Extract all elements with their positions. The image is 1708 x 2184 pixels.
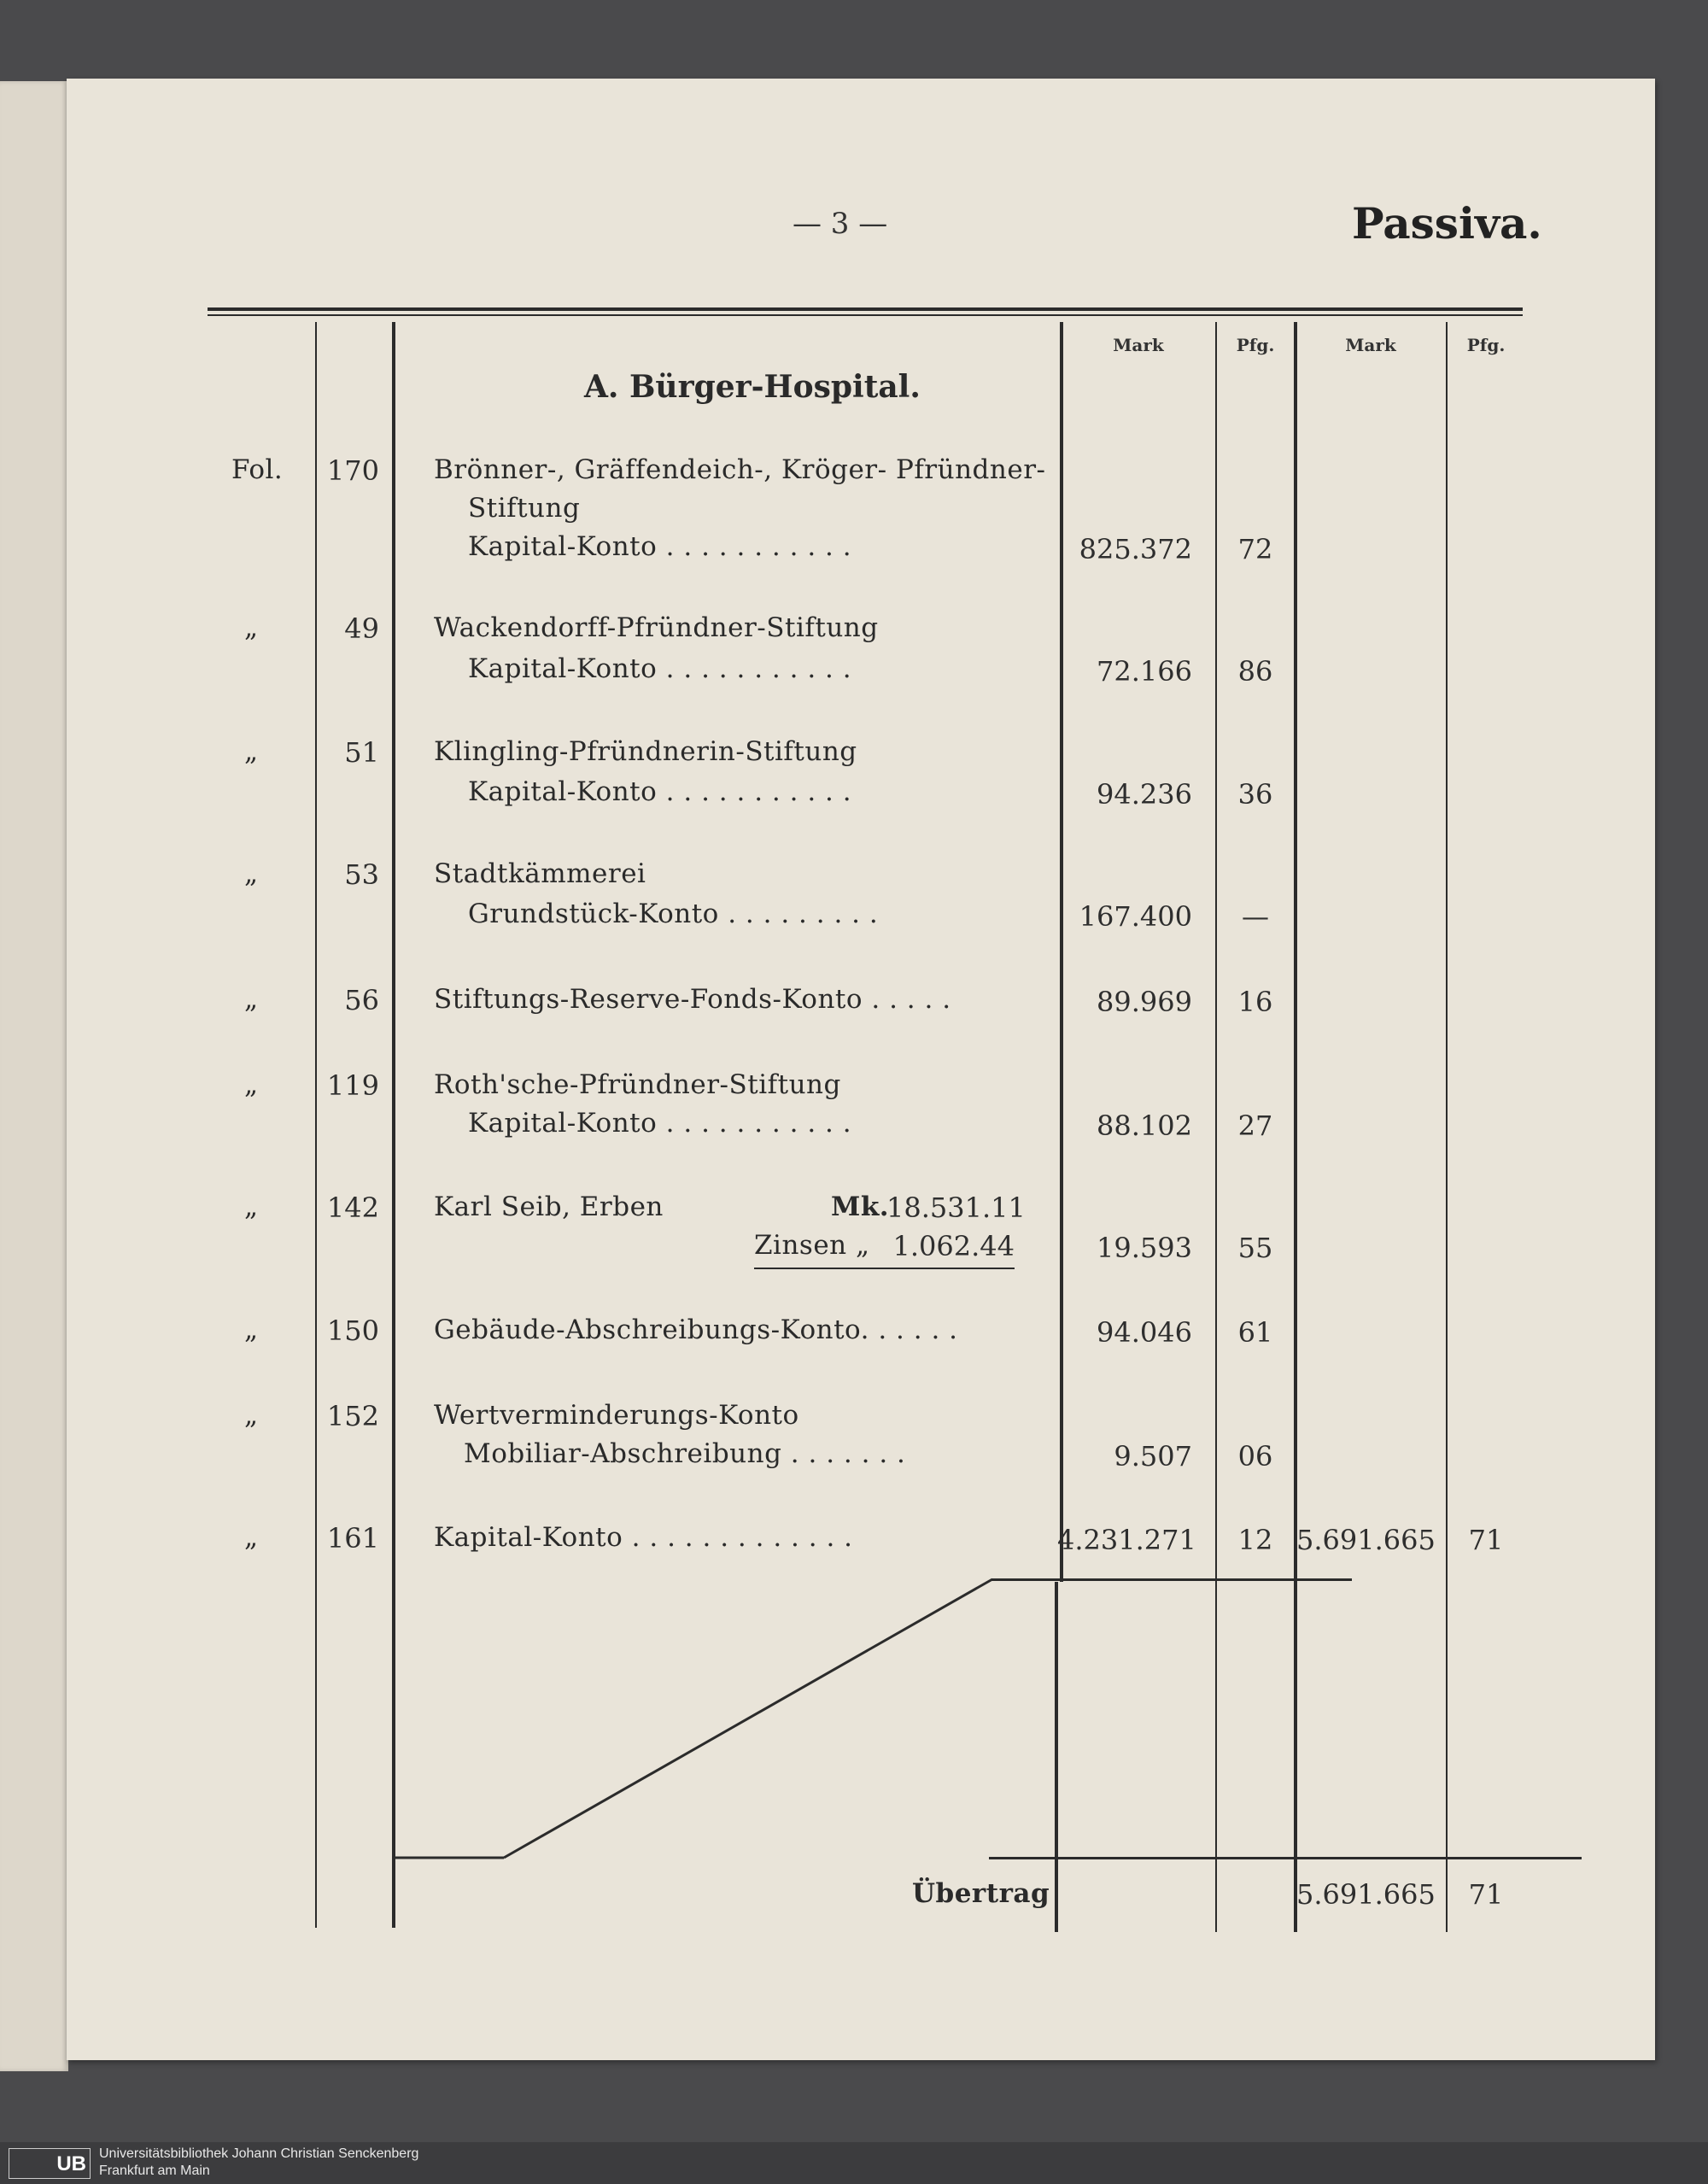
folio-number: 161 [326,1522,379,1555]
mark-value: 94.046 [1097,1316,1192,1349]
mark-value: 9.507 [1114,1440,1192,1473]
entry-line: Kapital-Konto . . . . . . . . . . . [468,531,852,562]
folio-number: 51 [344,736,379,769]
mark-value: 88.102 [1097,1110,1192,1142]
section-title: A. Bürger-Hospital. [584,369,921,405]
entry-line: Kapital-Konto . . . . . . . . . . . . . [434,1522,853,1553]
ditto-mark: „ [244,984,259,1015]
mark-value: 4.231.271 [1057,1524,1196,1556]
footer-line-2: Frankfurt am Main [99,2164,210,2178]
ditto-mark: „ [244,1314,259,1345]
ditto-mark: „ [244,858,259,889]
pfg-value: 16 [1237,986,1273,1018]
pfg-value: — [1242,900,1269,933]
folio-number: 150 [326,1314,379,1347]
col-header-mark1: Mark [1113,335,1164,355]
entry-line: Kapital-Konto . . . . . . . . . . . [468,653,852,684]
sub-label: Mk. [831,1192,890,1222]
entry-line: Kapital-Konto . . . . . . . . . . . [468,1108,852,1139]
left-page-edge [0,81,68,2071]
pfg-value: 61 [1237,1316,1273,1349]
side-label: Passiva. [1352,198,1542,249]
ditto-mark: „ [244,612,259,643]
fol-label: Fol. [231,454,284,485]
mark-value: 19.593 [1097,1232,1192,1264]
carry-mark-value: 5.691.665 [1296,1878,1436,1911]
mark-value: 72.166 [1097,655,1192,688]
folio-number: 119 [326,1069,379,1102]
entry-line: Stiftung [468,493,581,524]
page-number: — 3 — [793,207,888,241]
carry-label: Übertrag [912,1878,1050,1909]
pfg-value: 12 [1237,1524,1273,1556]
entry-line: Grundstück-Konto . . . . . . . . . [468,899,879,929]
mark-value: 167.400 [1079,900,1192,933]
footer-line-1: Universitätsbibliothek Johann Christian Senckenberg [99,2146,419,2161]
mark-value: 89.969 [1097,986,1192,1018]
sub-value: 18.531.11 [886,1192,1026,1224]
pfg-value: 72 [1237,533,1273,565]
sub-value: 1.062.44 [892,1230,1015,1262]
ledger-page [67,79,1655,2060]
entry-line: Mobiliar-Abschreibung . . . . . . . [464,1438,906,1469]
pfg-value: 86 [1237,655,1273,688]
folio-number: 56 [344,984,379,1016]
mark-value: 825.372 [1079,533,1192,565]
pfg-value: 55 [1237,1232,1273,1264]
closing-diagonal [67,79,1655,2060]
folio-number: 49 [344,612,379,645]
folio-number: 142 [326,1192,379,1224]
entry-line: Stiftungs-Reserve-Fonds-Konto . . . . . [434,984,951,1015]
pfg-value: 06 [1237,1440,1273,1473]
total-mark-value: 5.691.665 [1296,1524,1436,1556]
mark-value: 94.236 [1097,778,1192,811]
entry-line: Wackendorff-Pfründner-Stiftung [434,612,879,643]
sub-label: Zinsen „ [754,1230,870,1261]
ditto-mark: „ [244,736,259,767]
folio-number: 152 [326,1400,379,1432]
col-header-mark2: Mark [1345,335,1396,355]
entry-line: Karl Seib, Erben [434,1192,664,1222]
folio-number: 170 [326,454,379,487]
entry-line: Klingling-Pfründnerin-Stiftung [434,736,857,767]
ditto-mark: „ [244,1522,259,1553]
total-pfg-value: 71 [1468,1524,1504,1556]
folio-number: 53 [344,858,379,891]
ditto-mark: „ [244,1400,259,1431]
col-header-pfg2: Pfg. [1466,335,1506,355]
entry-line: Brönner-, Gräffendeich-, Kröger- Pfründner- [434,454,1046,485]
ditto-mark: „ [244,1069,259,1100]
carry-rule [989,1857,1582,1859]
library-footer [0,2142,1708,2184]
entry-line: Kapital-Konto . . . . . . . . . . . [468,776,852,807]
pfg-value: 36 [1237,778,1273,811]
carry-pfg-value: 71 [1468,1878,1504,1911]
ub-logo: UB [9,2148,91,2179]
entry-line: Roth'sche-Pfründner-Stiftung [434,1069,841,1100]
entry-line: Gebäude-Abschreibungs-Konto. . . . . . [434,1314,958,1345]
pfg-value: 27 [1237,1110,1273,1142]
col-header-pfg1: Pfg. [1236,335,1275,355]
entry-line: Stadtkämmerei [434,858,646,889]
entry-line: Wertverminderungs-Konto [434,1400,799,1431]
ditto-mark: „ [244,1192,259,1222]
